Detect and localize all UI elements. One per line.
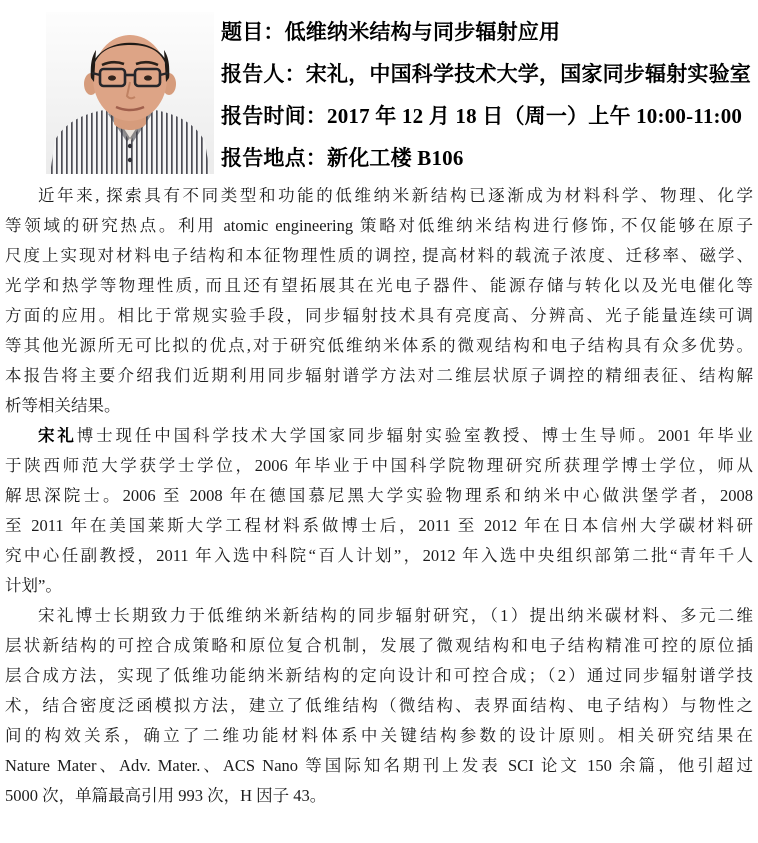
eye-right (144, 75, 152, 80)
abstract-line: 析等相关结果。 (5, 396, 121, 415)
abstract-line: 方面的应用。相比于常规实验手段，同步辐射技术具有亮度高、分辨高、光子能量连续可调 (5, 306, 753, 325)
face (93, 35, 167, 121)
research-line: 层状新结构的可控合成策略和原位复合机制，发展了微观结构和电子结构精准可控的原位插 (5, 636, 753, 655)
research-line: 层合成方法，实现了低维功能纳米新结构的定向设计和可控合成；（2）通过同步辐射谱学技 (5, 666, 753, 685)
bio-line: 于陕西师范大学获学士学位，2006 年毕业于中国科学院物理研究所获理学博士学位，师从 (5, 456, 753, 475)
abstract-line: 光学和热学等物理性质, 而且还有望拓展其在光电子器件、能源存储与转化以及光电催化等 (5, 276, 753, 295)
research-line: 5000 次，单篇最高引用 993 次，H 因子 43。 (5, 786, 327, 805)
speaker-portrait-illustration (46, 12, 214, 174)
research-line: Nature Mater、Adv. Mater.、ACS Nano 等国际知名期刊上发表 SCI 论文 150 余篇，他引超过 (5, 756, 753, 775)
bio-line: 至 2011 年在美国莱斯大学工程材料系做博士后，2011 至 2012 年在日本信州大学碳材料研 (5, 516, 753, 535)
bio-line: 解思深院士。2006 至 2008 年在德国慕尼黑大学实验物理系和纳米中心做洪堡学者，2008 (5, 486, 753, 505)
research-paragraph (5, 601, 753, 811)
seminar-venue: 报告地点：新化工楼 B106 (221, 146, 464, 170)
seminar-speaker: 报告人：宋礼，中国科学技术大学，国家同步辐射实验室 (221, 62, 751, 86)
shirt-button-2 (128, 158, 132, 162)
abstract-line: 尺度上实现对材料电子结构和本征物理性质的调控, 提高材料的载流子浓度、迁移率、磁学、 (5, 246, 753, 265)
bio-line: 计划”。 (5, 576, 62, 595)
shirt-button (128, 144, 132, 148)
abstract-line: 近年来, 探索具有不同类型和功能的低维纳米新结构已逐渐成为材料科学、物理、化学 (38, 186, 753, 205)
bio-first-line (5, 421, 753, 451)
research-line: 间的构效关系，确立了二维功能材料体系中关键结构参数的设计原则。相关研究结果在 (5, 726, 753, 745)
seminar-header (221, 11, 755, 179)
bio-line: 究中心任副教授，2011 年入选中科院“百人计划”，2012 年入选中央组织部第二批“青年千人 (5, 546, 753, 565)
speaker-name-bold: 宋礼 (38, 426, 77, 445)
announcement-body (5, 181, 753, 811)
research-line: 宋礼博士长期致力于低维纳米新结构的同步辐射研究，（1）提出纳米碳材料、多元二维 (38, 606, 753, 625)
bio-paragraph (5, 421, 753, 601)
abstract-line: 等其他光源所无可比拟的优点,对于研究低维纳米体系的微观结构和电子结构具有众多优势。 (5, 336, 753, 355)
abstract-paragraph (5, 181, 753, 421)
bio-first-line-rest: 博士现任中国科学技术大学国家同步辐射实验室教授、博士生导师。2001 年毕业 (76, 426, 754, 445)
abstract-line: 等领域的研究热点。利用 atomic engineering 策略对低维纳米结构进行修饰, 不仅能够在原子 (5, 216, 753, 235)
seminar-time: 报告时间：2017 年 12 月 18 日（周一）上午 10:00-11:00 (221, 104, 743, 128)
research-line: 术，结合密度泛函模拟方法，建立了低维结构（微结构、表界面结构、电子结构）与物性之 (5, 696, 753, 715)
eye-left (108, 75, 116, 80)
speaker-photo (46, 12, 214, 174)
abstract-line: 本报告将主要介绍我们近期利用同步辐射谱学方法对二维层状原子调控的精细表征、结构解 (5, 366, 753, 385)
seminar-title: 题目：低维纳米结构与同步辐射应用 (221, 20, 561, 44)
